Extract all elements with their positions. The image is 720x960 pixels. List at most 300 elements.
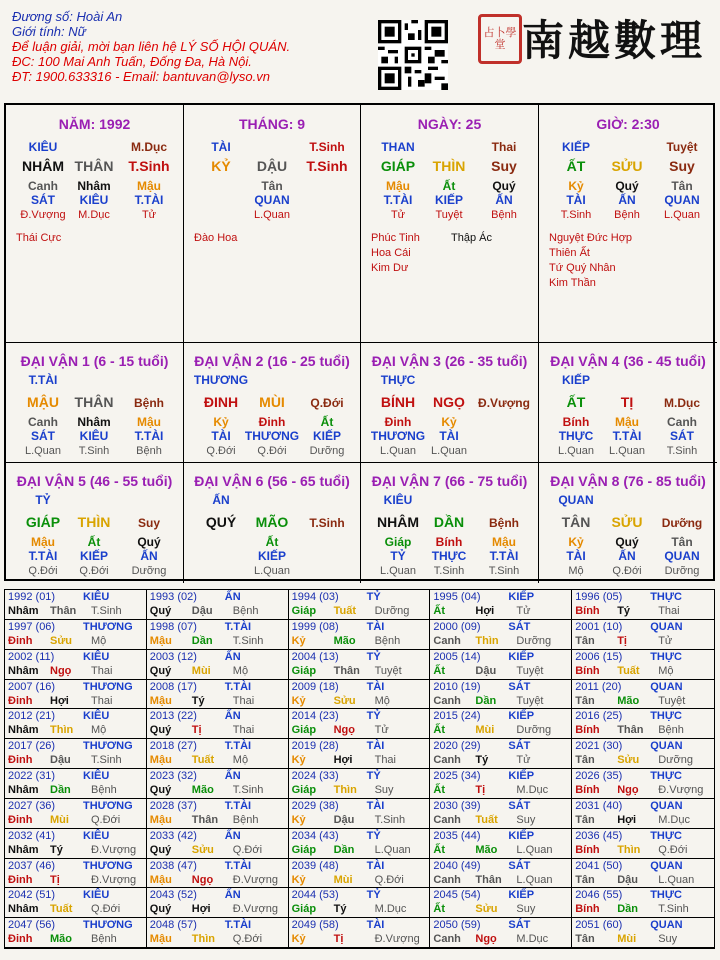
- year-cell: [147, 650, 289, 680]
- luck-branch: TỊ: [620, 394, 634, 410]
- year-ten-god: QUAN: [650, 919, 683, 932]
- hidden-god: ẤN: [140, 549, 158, 563]
- year-branch: Sửu: [333, 694, 356, 707]
- year-ten-god: TÀI: [366, 680, 385, 693]
- luck-pillar-cell: [6, 463, 184, 583]
- year-label: 1996 (05): [575, 591, 623, 603]
- year-cell: [147, 680, 289, 710]
- hidden-god: QUAN: [664, 549, 700, 563]
- year-cell: [430, 590, 572, 620]
- gender: Giới tính: Nữ: [12, 24, 86, 39]
- year-stage: T.Sinh: [232, 784, 264, 796]
- year-ten-god: T.TÀI: [224, 680, 252, 693]
- year-cell: [147, 859, 289, 889]
- year-stem: Nhâm: [8, 784, 39, 796]
- pillar-cell: [539, 105, 717, 343]
- year-stem: Canh: [433, 873, 461, 886]
- hidden-stage: L.Quan: [430, 445, 468, 457]
- luck-branch: SỬU: [611, 514, 643, 530]
- pillar-r1-item: T.Sinh: [309, 140, 345, 154]
- year-label: 2011 (20): [575, 680, 622, 693]
- year-stage: M.Dục: [516, 784, 549, 796]
- year-ten-god: THƯƠNG: [83, 680, 133, 693]
- year-stage: Thai: [91, 694, 113, 707]
- chart-grid: [4, 103, 715, 581]
- year-branch: Ngọ: [475, 933, 497, 946]
- pillar-r3-item: Quý: [615, 179, 639, 193]
- pillar-r5-item: Đ.Vượng: [20, 209, 66, 221]
- hidden-god: KIẾP: [257, 549, 286, 563]
- year-stem: Kỷ: [291, 933, 306, 946]
- year-stage: Thai: [658, 605, 680, 617]
- year-stem: Tân: [575, 873, 595, 886]
- luck-ten-god: QUAN: [558, 493, 594, 507]
- year-stage: Mộ: [232, 664, 249, 677]
- year-ten-god: TÀI: [366, 919, 385, 932]
- pillar-r4-item: SÁT: [31, 193, 55, 207]
- year-stage: Mộ: [91, 634, 107, 647]
- year-label: 2035 (44): [433, 829, 481, 842]
- hidden-god: ẤN: [618, 549, 636, 563]
- year-ten-god: KIẾP: [508, 889, 535, 902]
- hidden-god: THƯƠNG: [370, 429, 426, 443]
- year-branch: Tuất: [50, 903, 73, 916]
- year-stage: Tử: [374, 724, 389, 737]
- hidden-stage: T.Sinh: [666, 445, 698, 457]
- luck-stage: Q.Đới: [310, 396, 344, 410]
- year-ten-god: T.TÀI: [224, 740, 252, 753]
- yearly-table: [4, 589, 715, 949]
- year-branch: Tý: [617, 605, 631, 617]
- year-stage: Suy: [516, 903, 536, 916]
- pillar-r4-item: T.TÀI: [383, 193, 413, 207]
- year-stage: L.Quan: [658, 873, 695, 886]
- shensha-label: Nguyệt Đức Hợp: [549, 232, 633, 244]
- year-branch: Thân: [475, 873, 502, 886]
- pillar-r2-item: Suy: [491, 158, 517, 174]
- pillar-r1-item: THAN: [381, 140, 415, 154]
- year-ten-god: ẤN: [224, 829, 241, 842]
- luck-ten-god: THƯƠNG: [193, 373, 249, 387]
- year-branch: Thìn: [50, 724, 74, 737]
- shensha-label: Đào Hoa: [194, 232, 238, 244]
- shensha-label: Thập Ác: [451, 232, 492, 244]
- year-cell: [572, 769, 714, 799]
- year-cell: [5, 620, 147, 650]
- hidden-stage: L.Quan: [24, 445, 62, 457]
- hidden-god: T.TÀI: [134, 429, 164, 443]
- year-label: 2051 (60): [575, 919, 623, 932]
- year-label: 2002 (11): [8, 650, 55, 663]
- year-ten-god: TỶ: [366, 710, 381, 723]
- luck-stem: QUÝ: [205, 514, 237, 530]
- year-branch: Tý: [50, 843, 63, 856]
- year-stem: Đinh: [8, 754, 33, 767]
- pillar-r3-item: Mậu: [137, 179, 161, 193]
- hidden-stem: Ất: [265, 535, 279, 549]
- hidden-stem: Mậu: [492, 535, 516, 549]
- year-cell: [147, 620, 289, 650]
- year-ten-god: TỶ: [366, 889, 381, 902]
- year-cell: [5, 918, 147, 948]
- luck-stem: MẬU: [27, 394, 59, 410]
- year-label: 1997 (06): [8, 620, 56, 633]
- year-ten-god: T.TÀI: [224, 620, 252, 633]
- hidden-god: KIẾP: [79, 549, 108, 563]
- year-ten-god: KIÊU: [83, 591, 110, 603]
- seal-text: 占卜學堂: [483, 26, 517, 51]
- year-stem: Ất: [433, 903, 445, 916]
- year-ten-god: KIÊU: [83, 770, 110, 782]
- year-cell: [430, 709, 572, 739]
- year-ten-god: THƯƠNG: [83, 620, 133, 633]
- year-ten-god: THỰC: [650, 889, 682, 902]
- year-stage: Bệnh: [232, 605, 259, 617]
- year-ten-god: SÁT: [508, 919, 531, 932]
- year-stem: Ất: [433, 784, 445, 796]
- luck-pillar-cell: [539, 343, 717, 463]
- year-cell: [147, 918, 289, 948]
- year-cell: [430, 620, 572, 650]
- luck-pillar-cell: [184, 463, 361, 583]
- year-branch: Sửu: [617, 754, 640, 767]
- hidden-stem: Canh: [667, 415, 697, 429]
- year-cell: [572, 918, 714, 948]
- year-branch: Dậu: [333, 813, 355, 826]
- year-stem: Nhâm: [8, 724, 39, 737]
- hidden-god: TÀI: [439, 429, 459, 443]
- hidden-stem: Bính: [435, 535, 463, 549]
- hidden-stage: L.Quan: [379, 445, 417, 457]
- year-label: 2018 (27): [149, 740, 197, 753]
- year-stage: Đ.Vượng: [232, 903, 278, 916]
- year-ten-god: TÀI: [366, 620, 385, 633]
- pillar-r3-item: Quý: [492, 179, 516, 193]
- year-branch: Sửu: [50, 634, 73, 647]
- shensha-label: Kim Thần: [549, 277, 596, 289]
- year-stem: Ất: [433, 843, 445, 856]
- luck-ten-god: T.TÀI: [28, 373, 58, 387]
- year-stem: Ất: [433, 664, 445, 677]
- year-branch: Tị: [333, 933, 344, 946]
- year-cell: [289, 620, 431, 650]
- luck-stage: Suy: [137, 516, 160, 530]
- year-cell: [147, 799, 289, 829]
- hidden-stem: Quý: [615, 535, 639, 549]
- year-branch: Tuất: [475, 813, 498, 826]
- year-ten-god: QUAN: [650, 620, 683, 633]
- year-branch: Thân: [333, 664, 360, 677]
- luck-stem: BÍNH: [380, 394, 416, 410]
- hidden-stage: Q.Đới: [257, 445, 287, 457]
- year-stage: Tuyệt: [658, 694, 686, 707]
- year-ten-god: TỶ: [366, 829, 381, 842]
- hidden-god: T.TÀI: [489, 549, 519, 563]
- pillar-r2-item: T.Sinh: [128, 158, 170, 174]
- hidden-stem: Kỷ: [213, 415, 229, 429]
- hidden-stage: Q.Đới: [79, 565, 109, 577]
- pillar-r4-item: QUAN: [254, 193, 290, 207]
- year-stage: Q.Đới: [91, 903, 121, 916]
- luck-title: ĐẠI VẬN 4 (36 - 45 tuổi): [550, 353, 706, 369]
- year-ten-god: THƯƠNG: [83, 919, 133, 932]
- year-stage: Suy: [516, 813, 536, 826]
- hidden-stem: Kỷ: [568, 535, 584, 549]
- shensha-label: Thái Cực: [16, 232, 62, 244]
- year-label: 1995 (04): [433, 591, 481, 603]
- year-cell: [5, 888, 147, 918]
- year-stage: L.Quan: [374, 843, 411, 856]
- year-ten-god: TỶ: [366, 770, 381, 782]
- year-cell: [5, 709, 147, 739]
- year-branch: Sửu: [191, 843, 214, 856]
- year-stem: Mậu: [149, 933, 172, 946]
- year-stem: Quý: [149, 664, 172, 677]
- year-stem: Canh: [433, 754, 461, 767]
- hidden-god: TÀI: [566, 549, 586, 563]
- year-cell: [430, 829, 572, 859]
- hidden-god: TỶ: [390, 549, 406, 563]
- year-label: 2022 (31): [8, 770, 56, 782]
- year-stem: Tân: [575, 694, 595, 707]
- year-stem: Tân: [575, 813, 595, 826]
- luck-ten-god: KIÊU: [383, 493, 413, 507]
- year-ten-god: TỶ: [366, 650, 381, 663]
- shensha-label: Hoa Cái: [371, 247, 411, 259]
- year-label: 2031 (40): [575, 799, 623, 812]
- year-branch: Hợi: [475, 605, 495, 617]
- pillar-r5-item: Tử: [390, 209, 406, 221]
- year-cell: [147, 739, 289, 769]
- year-ten-god: T.TÀI: [224, 799, 252, 812]
- year-stem: Kỷ: [291, 873, 306, 886]
- year-branch: Ngọ: [50, 664, 72, 677]
- pillar-r4-item: T.TÀI: [134, 193, 164, 207]
- year-stem: Giáp: [291, 724, 317, 737]
- year-ten-god: TÀI: [366, 859, 385, 872]
- year-cell: [572, 590, 714, 620]
- year-stem: Tân: [575, 933, 595, 946]
- hidden-stage: Dưỡng: [131, 565, 167, 577]
- hidden-stage: Dưỡng: [664, 565, 700, 577]
- year-cell: [289, 829, 431, 859]
- hidden-stem: Tân: [671, 535, 693, 549]
- year-branch: Dần: [50, 784, 71, 796]
- luck-pillar-cell: [184, 343, 361, 463]
- hidden-stage: Mộ: [568, 565, 584, 577]
- year-stage: Q.Đới: [232, 933, 263, 946]
- year-ten-god: KIẾP: [508, 829, 535, 842]
- luck-ten-god: THỰC: [380, 373, 416, 387]
- luck-stem: TÂN: [561, 514, 591, 530]
- year-branch: Tị: [191, 724, 202, 737]
- year-branch: Thìn: [475, 634, 499, 647]
- year-label: 1998 (07): [149, 620, 197, 633]
- year-stem: Canh: [433, 933, 461, 946]
- year-stage: Thai: [232, 724, 255, 737]
- year-label: 2028 (37): [149, 799, 197, 812]
- year-stem: Bính: [575, 605, 600, 617]
- year-label: 2023 (32): [149, 770, 197, 782]
- year-ten-god: KIÊU: [83, 889, 110, 902]
- year-stage: Dưỡng: [516, 724, 552, 737]
- year-stage: Bệnh: [374, 634, 401, 647]
- luck-title: ĐẠI VẬN 5 (46 - 55 tuổi): [16, 473, 173, 489]
- hidden-stem: Ất: [320, 415, 334, 429]
- year-label: 2013 (22): [149, 710, 197, 723]
- year-cell: [5, 769, 147, 799]
- year-stem: Giáp: [291, 664, 317, 677]
- hidden-stem: Mậu: [137, 415, 161, 429]
- year-ten-god: SÁT: [508, 740, 531, 753]
- pillar-r2-item: SỬU: [611, 158, 643, 174]
- year-cell: [5, 650, 147, 680]
- pillar-r4-item: ẤN: [495, 193, 513, 207]
- year-branch: Tuất: [617, 664, 640, 677]
- hidden-stem: Giáp: [384, 535, 412, 549]
- year-stage: Q.Đới: [374, 873, 404, 886]
- year-ten-god: QUAN: [650, 859, 683, 872]
- year-stage: Tuyệt: [374, 664, 402, 677]
- year-label: 2017 (26): [8, 740, 56, 753]
- pillar-r3-item: Tân: [261, 179, 283, 193]
- hidden-stage: T.Sinh: [433, 565, 465, 577]
- luck-stem: ĐINH: [203, 394, 239, 410]
- hidden-stem: Nhâm: [77, 415, 111, 429]
- luck-ten-god: TỶ: [35, 493, 51, 507]
- year-stem: Nhâm: [8, 664, 39, 677]
- year-branch: Tị: [50, 873, 60, 886]
- year-stem: Mậu: [149, 634, 172, 647]
- year-ten-god: ẤN: [224, 770, 241, 782]
- year-stage: Đ.Vượng: [91, 873, 137, 886]
- hidden-god: SÁT: [670, 429, 694, 443]
- hidden-god: T.TÀI: [28, 549, 58, 563]
- hidden-god: KIẾP: [312, 429, 341, 443]
- year-label: 2019 (28): [291, 740, 339, 753]
- year-ten-god: SÁT: [508, 859, 531, 872]
- year-label: 2034 (43): [291, 829, 339, 842]
- year-stage: Đ.Vượng: [91, 843, 137, 856]
- luck-title: ĐẠI VẬN 7 (66 - 75 tuổi): [371, 473, 528, 489]
- year-branch: Ngọ: [617, 784, 639, 796]
- year-stem: Quý: [149, 605, 172, 617]
- year-label: 2029 (38): [291, 799, 339, 812]
- year-branch: Mão: [333, 634, 356, 647]
- pillar-r2-item: NHÂM: [22, 158, 64, 174]
- year-branch: Mùi: [617, 933, 637, 946]
- luck-stem: GIÁP: [25, 514, 61, 530]
- year-branch: Thân: [191, 813, 219, 826]
- year-cell: [5, 859, 147, 889]
- pillar-r3-item: Nhâm: [77, 179, 111, 193]
- year-branch: Dậu: [617, 873, 638, 886]
- luck-stage: Đ.Vượng: [478, 396, 530, 410]
- luck-branch: DẦN: [433, 514, 465, 530]
- phone-email-line: ĐT: 1900.633316 - Email: bantuvan@lyso.vn: [12, 69, 270, 84]
- year-cell: [5, 739, 147, 769]
- year-stem: Mậu: [149, 754, 172, 767]
- luck-title: ĐẠI VẬN 2 (16 - 25 tuổi): [194, 353, 350, 369]
- year-ten-god: SÁT: [508, 799, 531, 812]
- year-stage: Bệnh: [91, 933, 117, 946]
- pillar-r2-item: THÌN: [432, 158, 466, 174]
- year-stage: M.Dục: [516, 933, 549, 946]
- year-cell: [572, 680, 714, 710]
- year-stem: Mậu: [149, 813, 172, 826]
- year-stage: T.Sinh: [658, 903, 689, 916]
- year-label: 2025 (34): [433, 770, 481, 782]
- pillar-r1-item: Thai: [491, 140, 517, 154]
- year-stage: Đ.Vượng: [374, 933, 420, 946]
- year-branch: Mão: [617, 694, 640, 707]
- year-stage: Tử: [658, 634, 673, 647]
- year-stage: Đ.Vượng: [658, 784, 704, 796]
- pillar-r4-item: QUAN: [664, 193, 700, 207]
- pillar-r5-item: Bệnh: [491, 209, 517, 221]
- year-branch: Mão: [191, 784, 214, 796]
- contact-line: Để luận giải, mời bạn liên hệ LÝ SỐ HỘI QUÁN.: [12, 39, 291, 54]
- year-stage: Đ.Vượng: [232, 873, 278, 886]
- year-branch: Tuất: [191, 754, 215, 767]
- year-label: 2046 (55): [575, 889, 623, 902]
- year-stem: Giáp: [291, 843, 317, 856]
- address-line: ĐC: 100 Mai Anh Tuấn, Đống Đa, Hà Nội.: [12, 54, 252, 69]
- year-branch: Hợi: [617, 813, 637, 826]
- year-label: 2027 (36): [8, 799, 56, 812]
- year-branch: Thân: [617, 724, 644, 737]
- year-stage: T.Sinh: [91, 605, 122, 617]
- year-stage: Suy: [658, 933, 678, 946]
- pillar-r2-item: GIÁP: [380, 158, 416, 174]
- pillar-r3-item: Ất: [442, 179, 456, 193]
- year-ten-god: KIÊU: [83, 650, 110, 663]
- year-branch: Tý: [333, 903, 347, 916]
- hidden-god: THỰC: [558, 429, 594, 443]
- year-label: 2048 (57): [149, 919, 197, 932]
- year-stage: L.Quan: [516, 873, 553, 886]
- year-ten-god: KIẾP: [508, 770, 535, 782]
- year-ten-god: THỰC: [650, 829, 682, 842]
- year-stem: Ất: [433, 724, 445, 737]
- year-ten-god: THỰC: [650, 591, 682, 603]
- year-label: 2049 (58): [291, 919, 339, 932]
- year-ten-god: ẤN: [224, 650, 241, 663]
- year-stage: Bệnh: [658, 724, 684, 737]
- year-branch: Thìn: [191, 933, 216, 946]
- year-stage: T.Sinh: [91, 754, 122, 767]
- year-cell: [289, 590, 431, 620]
- year-label: 2026 (35): [575, 770, 623, 782]
- year-stage: Bệnh: [232, 813, 259, 826]
- year-label: 2044 (53): [291, 889, 339, 902]
- luck-branch: THÌN: [77, 514, 111, 530]
- pillar-r2-item: T.Sinh: [306, 158, 348, 174]
- year-branch: Thìn: [617, 843, 641, 856]
- year-stage: Dưỡng: [374, 605, 410, 617]
- hidden-stem: Quý: [137, 535, 161, 549]
- hidden-stem: Ất: [87, 535, 101, 549]
- pillar-r5-item: T.Sinh: [560, 209, 592, 221]
- year-stage: Tuyệt: [516, 664, 544, 677]
- year-stem: Tân: [575, 634, 595, 647]
- hidden-god: KIÊU: [79, 429, 109, 443]
- hidden-stage: L.Quan: [557, 445, 595, 457]
- year-stem: Quý: [149, 903, 172, 916]
- year-branch: Tý: [475, 754, 489, 767]
- pillar-cell: [184, 105, 361, 343]
- year-label: 2015 (24): [433, 710, 481, 723]
